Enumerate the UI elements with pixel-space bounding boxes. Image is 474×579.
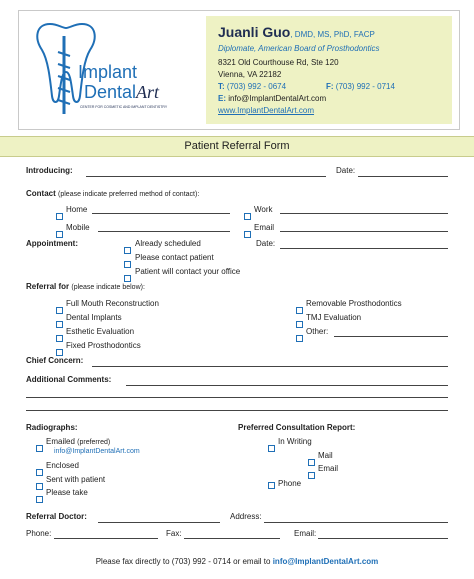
radiograph-emailed-address: info@ImplantDentalArt.com <box>54 448 140 455</box>
website-link[interactable]: www.ImplantDentalArt.com <box>218 106 315 115</box>
additional-comments-field-2[interactable] <box>26 397 448 398</box>
contact-home-label: Home <box>66 205 88 214</box>
phone-line: T: (703) 992 - 0674 <box>218 82 287 91</box>
contact-note: (please indicate preferred method of contact): <box>58 191 200 198</box>
consultation-writing-checkbox[interactable] <box>268 439 275 457</box>
contact-home-checkbox[interactable] <box>56 207 63 225</box>
chief-concern-label: Chief Concern: <box>26 356 84 365</box>
logo <box>28 16 198 126</box>
consultation-report-label: Preferred Consultation Report: <box>238 423 356 432</box>
referral-tmj-label: TMJ Evaluation <box>306 313 362 322</box>
additional-comments-field-1[interactable] <box>126 385 448 386</box>
appointment-scheduled-label: Already scheduled <box>135 239 201 248</box>
introducing-field[interactable] <box>86 176 326 177</box>
contact-email-checkbox[interactable] <box>244 225 251 243</box>
radiograph-please-take-checkbox[interactable] <box>36 490 43 508</box>
address-label: Address: <box>230 512 262 521</box>
diplomate-line: Diplomate, American Board of Prosthodontics <box>218 44 380 53</box>
radiograph-sent-label: Sent with patient <box>46 475 106 484</box>
fax-label: Fax: <box>166 529 182 538</box>
contact-email-field[interactable] <box>280 231 448 232</box>
address-line-2: Vienna, VA 22182 <box>218 70 282 79</box>
email-label: Email: <box>294 529 317 538</box>
referral-other-field[interactable] <box>334 336 448 337</box>
referral-removable-label: Removable Prosthodontics <box>306 299 402 308</box>
radiograph-enclosed-label: Enclosed <box>46 461 79 470</box>
logo-word-implant: Implant <box>78 62 138 82</box>
fax-line: F: (703) 992 - 0714 <box>326 82 395 91</box>
footer-note: Please fax directly to (703) 992 - 0714 or email to info@ImplantDentalArt.com <box>95 557 379 566</box>
contact-work-label: Work <box>254 205 273 214</box>
consultation-phone-checkbox[interactable] <box>268 476 275 494</box>
email-field[interactable] <box>318 538 448 539</box>
referral-other-checkbox[interactable] <box>296 329 303 347</box>
phone-field[interactable] <box>54 538 158 539</box>
radiographs-label: Radiographs: <box>26 423 78 432</box>
footer-email: info@ImplantDentalArt.com <box>272 557 379 566</box>
consultation-phone-label: Phone <box>278 479 302 488</box>
logo-word-art: Art <box>136 82 160 102</box>
additional-comments-field-3[interactable] <box>26 410 448 411</box>
contact-label: Contact (please indicate preferred method of contact): <box>26 189 200 198</box>
additional-comments-label: Additional Comments: <box>26 375 112 384</box>
appointment-label: Appointment: <box>26 239 78 248</box>
consultation-mail-label: Mail <box>318 451 333 460</box>
email-line: E: info@ImplantDentalArt.com <box>218 94 327 103</box>
date-label: Date: <box>336 166 356 175</box>
introducing-label: Introducing: <box>26 166 73 175</box>
logo-tagline: CENTER FOR COSMETIC AND IMPLANT DENTISTRY <box>80 105 168 109</box>
contact-work-field[interactable] <box>280 213 448 214</box>
referral-fixed-label: Fixed Prosthodontics <box>66 341 141 350</box>
appointment-patient-will-contact-label: Patient will contact your office <box>135 267 241 276</box>
contact-mobile-field[interactable] <box>98 231 230 232</box>
consultation-writing-label: In Writing <box>278 437 312 446</box>
radiograph-please-take-label: Please take <box>46 488 88 497</box>
appointment-date-field[interactable] <box>280 248 448 249</box>
radiograph-emailed-note: (preferred) <box>77 439 111 446</box>
date-field[interactable] <box>358 176 448 177</box>
doctor-name: Juanli Guo, DMD, MS, PhD, FACP <box>218 24 375 40</box>
contact-mobile-label: Mobile <box>66 223 90 232</box>
referral-implants-label: Dental Implants <box>66 313 122 322</box>
form-title: Patient Referral Form <box>0 136 474 157</box>
radiograph-emailed-checkbox[interactable] <box>36 439 43 457</box>
logo-word-dental: Dental <box>84 82 137 102</box>
appointment-date-label: Date: <box>256 239 276 248</box>
referral-for-note: (please indicate below): <box>71 284 145 291</box>
fax-field[interactable] <box>184 538 280 539</box>
referral-esthetic-label: Esthetic Evaluation <box>66 327 135 336</box>
radiograph-emailed-label: Emailed (preferred) <box>46 437 111 446</box>
referral-doctor-label: Referral Doctor: <box>26 512 87 521</box>
referral-other-label: Other: <box>306 327 329 336</box>
contact-email-label: Email <box>254 223 275 232</box>
referral-for-label: Referral for (please indicate below): <box>26 282 145 291</box>
referral-doctor-field[interactable] <box>98 522 220 523</box>
address-field[interactable] <box>264 522 448 523</box>
contact-home-field[interactable] <box>92 213 230 214</box>
doctor-credentials: , DMD, MS, PhD, FACP <box>290 30 375 39</box>
consultation-email-label: Email <box>318 464 339 473</box>
chief-concern-field[interactable] <box>92 366 448 367</box>
appointment-contact-patient-label: Please contact patient <box>135 253 214 262</box>
phone-label: Phone: <box>26 529 52 538</box>
consultation-email-checkbox[interactable] <box>308 466 315 484</box>
address-line-1: 8321 Old Courthouse Rd, Ste 120 <box>218 58 339 67</box>
contact-work-checkbox[interactable] <box>244 207 251 225</box>
referral-full-mouth-label: Full Mouth Reconstruction <box>66 299 159 308</box>
